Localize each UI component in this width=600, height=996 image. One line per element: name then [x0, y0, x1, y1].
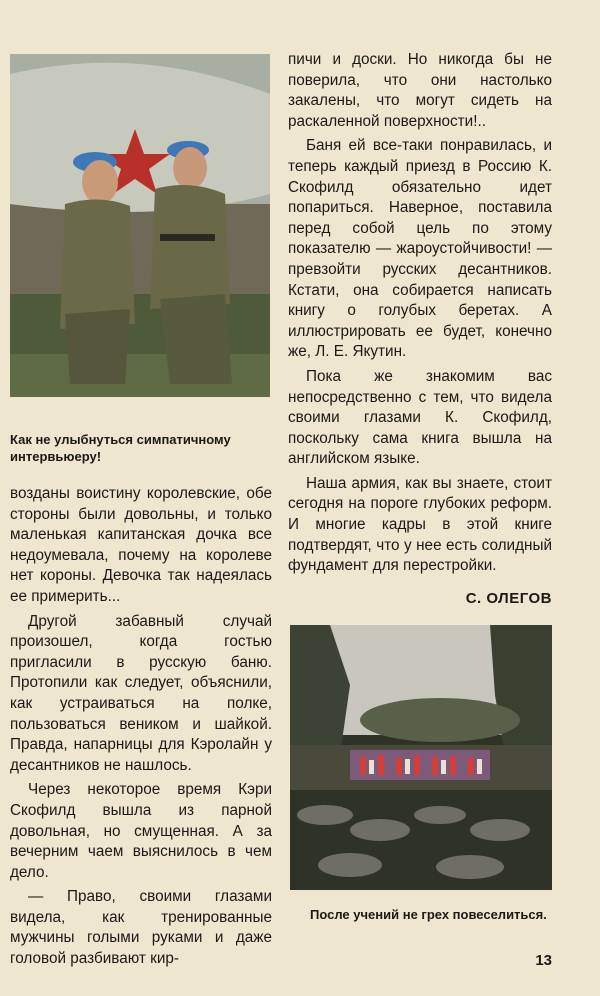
left-paragraph-1: возданы воистину королевские, обе стороны были довольны, и только маленькая капитанская дочка все недоумевала, почему на королеве нет короны. Девочка так надеялась ее примерить... [10, 485, 272, 605]
left-paragraph-2: Другой забавный случай произошел, когда гостью пригласили в русскую баню. Протопили как следует, объяснили, как устраиваться на полке, пользоваться веником и шайкой. Правда, напарницы для Кэролайн у десантников не нашлось. [10, 612, 272, 774]
right-paragraph-4: Наша армия, как вы знаете, стоит сегодня на пороге глубоких реформ. И многие кадры в этой книге подтвердят, что у нее есть солидный фундамент для перестройки. [288, 474, 552, 575]
celebration-photo-caption: После учений не грех повеселиться. [310, 907, 547, 922]
paratroopers-photo [10, 54, 270, 397]
right-paragraph-1: пичи и доски. Но никогда бы не поверила, что они настолько закалены, что могут сидеть на раскаленной поверхности!.. [288, 51, 552, 130]
right-text-column [288, 50, 552, 581]
author-signature: С. ОЛЕГОВ [465, 590, 552, 607]
left-paragraph-4: — Право, своими глазами видела, как тренированные мужчины голыми руками и даже головой разбивают кир- [10, 888, 272, 968]
left-text-column [10, 484, 272, 974]
left-paragraph-3: Через некоторое время Кэри Скофилд вышла из парной довольная, но смущенная. А за вечерним чаем выяснилось в чем дело. [10, 781, 272, 881]
paratroopers-photo-caption: Как не улыбнуться симпатичному интервьюеру! [10, 432, 231, 464]
right-paragraph-2: Баня ей все-таки понравилась, и теперь каждый приезд в Россию К. Скофилд обязательно идет попариться. Наверное, поставила перед собой цель по этому показателю — жароустойчивости! — превзойти русских десантников. Кстати, она собирается написать книгу о голубых беретах. А иллюстрировать ее будет, конечно же, Л. Е. Якутин. [288, 137, 552, 361]
right-paragraph-3: Пока же знакомим вас непосредственно с тем, что видела своими глазами К. Скофилд, поскольку сама книга вышла на английском языке. [288, 367, 552, 468]
celebration-photo [290, 625, 552, 890]
page-number: 13 [535, 952, 552, 969]
